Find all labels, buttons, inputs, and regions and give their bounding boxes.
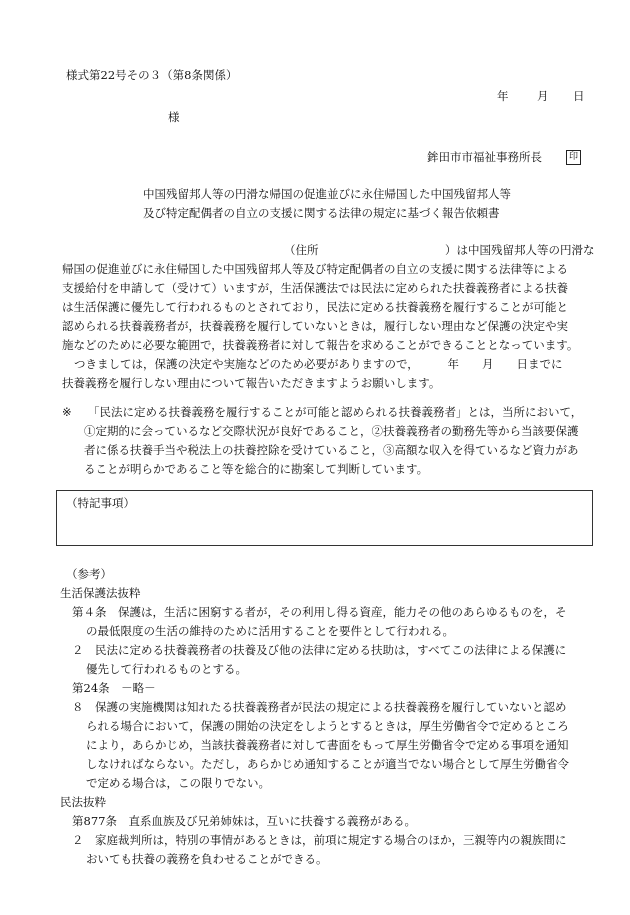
body-line: 支援給付を申請して（受けて）いますが，生活保護法では民法に定められた扶養義務者による扶養 [62, 281, 568, 295]
welfare-article-line: の最低限度の生活の維持のために活用することを要件として行われる。 [86, 624, 454, 638]
addressee-suffix: 様 [168, 110, 180, 124]
body-line: 認められる扶養義務者が，扶養義務を履行していないときは，履行しない理由など保護の決定や実 [62, 319, 568, 333]
note-text [84, 403, 588, 479]
civil-article-line: 第877条 直系血族及び兄弟姉妹は，互いに扶養する義務がある。 [72, 814, 416, 828]
welfare-article-line: により，あらかじめ，当該扶養義務者に対して書面をもって厚生労働省令で定める事項を通知 [86, 738, 569, 752]
remarks-label: （特記事項） [66, 496, 135, 510]
note-line: ①定期的に会っているなど交際状況が良好であること，②扶養義務者の勤務先等から当該要保護 [84, 424, 579, 438]
issuer-name: 鉾田市市福祉事務所長 [427, 150, 542, 164]
document-title-line-2: 及び特定配偶者の自立の支援に関する法律の規定に基づく報告依頼書 [143, 206, 500, 220]
welfare-law-title: 生活保護法抜粋 [60, 586, 141, 600]
body-line: 扶養義務を履行しない理由について報告いただきますようお願いします。 [62, 376, 441, 390]
date-month: 月 [537, 89, 549, 103]
note-line: ることが明らかであること等を総合的に勘案して判断しています。 [84, 462, 429, 476]
civil-article-line: ２ 家庭裁判所は，特別の事情があるときは，前項に規定する場合のほか，三親等内の親族間に [72, 833, 567, 847]
welfare-article-line: 第４条 保護は，生活に困窮する者が，その利用し得る資産，能力その他のあらゆるものを，そ [72, 605, 567, 619]
body-line: 施などのために必要な範囲で，扶養義務者に対して報告を求めることができることとなっています。 [62, 338, 579, 352]
civil-article-line: おいても扶養の義務を負わせることができる。 [86, 852, 328, 866]
date-day: 日 [573, 89, 585, 103]
body-line: 帰国の促進並びに永住帰国した中国残留邦人等及び特定配偶者の自立の支援に関する法律等による [62, 262, 568, 276]
date-line [497, 87, 587, 106]
note-line: 「民法に定める扶養義務を履行することが可能と認められる扶養義務者」とは，当所において， [88, 405, 583, 419]
welfare-article-line: 優先して行われるものとする。 [86, 662, 247, 676]
welfare-article-line: しなければならない。ただし，あらかじめ通知することが適当でない場合として厚生労働省令 [86, 757, 569, 771]
welfare-article-line: で定める場合は，この限りでない。 [86, 776, 270, 790]
date-year: 年 [497, 89, 509, 103]
seal-mark: 印 [566, 150, 581, 165]
body-line: つきましては，保護の決定や実施などのため必要がありますので， 年 月 日までに [74, 357, 563, 371]
request-body [62, 241, 595, 393]
note-mark: ※ [62, 405, 72, 419]
body-line: は生活保護に優先して行われるものとされており，民法に定める扶養義務を履行することが可能と [62, 300, 568, 314]
welfare-article-line: ８ 保護の実施機関は知れたる扶養義務者が民法の規定による扶養義務を履行していないと認め [72, 700, 567, 714]
remarks-box[interactable] [56, 490, 593, 546]
welfare-article-line: ２ 民法に定める扶養義務者の扶養及び他の法律に定める扶助は，すべてこの法律による保護に [72, 643, 567, 657]
welfare-article-line: 第24条 －略－ [72, 681, 156, 695]
document-title-line-1: 中国残留邦人等の円滑な帰国の促進並びに永住帰国した中国残留邦人等 [143, 187, 511, 201]
form-number: 様式第22号その３（第8条関係） [66, 68, 238, 82]
civil-code-title: 民法抜粋 [60, 795, 106, 809]
note-line: 者に係る扶養手当や税法上の扶養控除を受けていること，③高額な収入を得ているなど資力があ [84, 443, 579, 457]
body-line: （住所 ）は中国残留邦人等の円滑な [284, 243, 595, 257]
welfare-article-line: られる場合において，保護の開始の決定をしようとするときは，厚生労働省令で定めるところ [86, 719, 569, 733]
reference-heading: （参考） [66, 567, 112, 581]
